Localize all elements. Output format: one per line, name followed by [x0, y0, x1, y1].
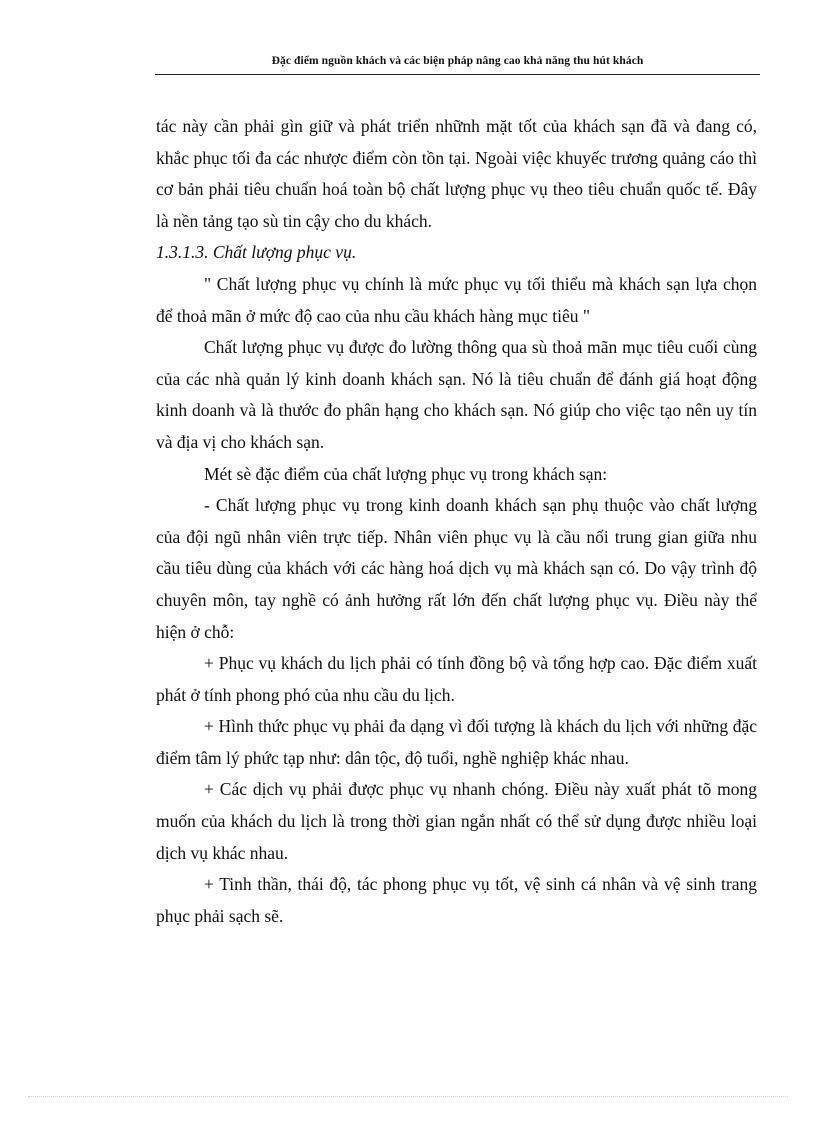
header-rule	[155, 74, 760, 75]
page-bottom-rule	[28, 1096, 788, 1097]
paragraph-measurement: Chất lượng phục vụ được đo lường thông qua sù thoả mãn mục tiêu cuối cùng của các nhà quản lý kinh doanh khách sạn. Nó là tiêu chuẩn để đánh giá hoạt động kinh doanh và là thước đo phân hạng cho khách sạn. Nó giúp cho việc tạo nên uy tín và địa vị cho khách sạn.	[156, 337, 757, 452]
section-heading: 1.3.1.3. Chất lượng phục vụ.	[156, 242, 357, 263]
list-item-attitude-hygiene: + Tinh thần, thái độ, tác phong phục vụ tốt, vệ sinh cá nhân và vệ sinh trang phục phải sạch sẽ.	[156, 874, 757, 926]
list-item-fast-service: + Các dịch vụ phải được phục vụ nhanh chóng. Điều này xuất phát tõ mong muốn của khách du lịch là trong thời gian ngắn nhất có thể sử dụng được nhiều loại dịch vụ khác nhau.	[156, 779, 757, 863]
paragraph-staff-dependency: - Chất lượng phục vụ trong kinh doanh khách sạn phụ thuộc vào chất lượng của đội ngũ nhân viên trực tiếp. Nhân viên phục vụ là cầu nối trung gian giữa nhu cầu tiêu dùng của khách với các hàng hoá dịch vụ mà khách sạn có. Do vậy trình độ chuyên môn, tay nghề có ảnh hưởng rất lớn đến chất lượng phục vụ. Điều này thể hiện ở chỗ:	[156, 495, 757, 642]
list-item-synchronous-service: + Phục vụ khách du lịch phải có tính đồng bộ và tổng hợp cao. Đặc điểm xuất phát ở tính phong phó của nhu cầu du lịch.	[156, 653, 757, 705]
paragraph-continuation: tác này cần phải gìn giữ và phát triển nhữnh mặt tốt của khách sạn đã và đang có, khắc phục tối đa các nhược điểm còn tồn tại. Ngoài việc khuyếc trương quảng cáo thì cơ bản phải tiêu chuẩn hoá toàn bộ chất lượng phục vụ theo tiêu chuẩn quốc tế. Đây là nền tảng tạo sù tin cậy cho du khách.	[156, 116, 757, 231]
running-header: Đặc điểm nguồn khách và các biện pháp nâng cao khả năng thu hút khách	[271, 55, 644, 67]
paragraph-characteristics-intro: Mét sè đặc điểm của chất lượng phục vụ trong khách sạn:	[204, 463, 608, 484]
page-body	[156, 111, 757, 932]
list-item-diverse-forms: + Hình thức phục vụ phải đa dạng vì đối tượng là khách du lịch với những đặc điểm tâm lý phức tạp như: dân tộc, độ tuổi, nghề nghiệp khác nhau.	[156, 716, 757, 768]
definition-quote: " Chất lượng phục vụ chính là mức phục vụ tối thiểu mà khách sạn lựa chọn để thoả mãn ở mức độ cao của nhu cầu khách hàng mục tiêu "	[156, 273, 757, 326]
